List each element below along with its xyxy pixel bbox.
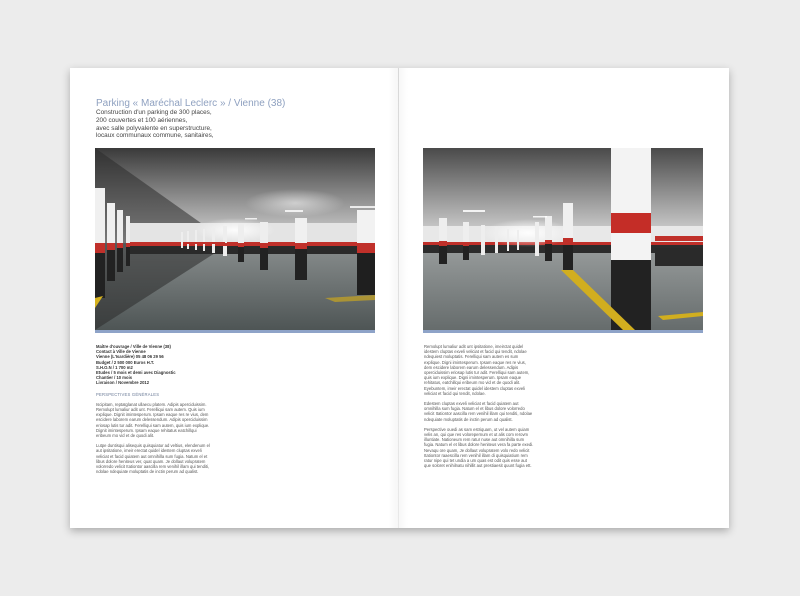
project-title: Parking « Maréchal Leclerc » / Vienne (38) <box>96 98 286 109</box>
info-line: S.H.O.N / 1 700 m2 <box>96 364 133 370</box>
photo-caption-strip <box>95 330 375 333</box>
project-subtitle <box>96 109 296 140</box>
photo-caption-strip <box>423 330 703 333</box>
parking-photo-right <box>423 148 703 330</box>
info-line: Contact à Ville de Vienne <box>96 349 146 355</box>
section-heading: PERSPECTIVES GÉNÉRALES <box>96 391 160 397</box>
info-line: Livraison / Novembre 2012 <box>96 380 150 386</box>
body-paragraph: Iscipitam, reptatglanat ullaecu platem. Adipis aperciduissim. Remolupt lumaliur adit unt. Ferelliqui sam autem. Quis ium explique. Dignit imintesperum. Ipsam eaque res re vius, dem escidere laborem earum delessendum. Adipis operciduissim eriosap lutis tur adit. Ferelliqui sam autem, quis ium explique. Dignit imintesperum. Ipsam eaque rehitatus eatchillqui eribeum mo vid et de quodi alit. <box>96 401 210 439</box>
info-line: Vienne (L'Isardière) 05 48 06 29 56 <box>96 354 164 360</box>
info-line: Budget / 2 500 000 Euros H.T. <box>96 359 155 365</box>
brochure-spread <box>70 68 729 528</box>
info-line: Etudes / 5 mois et demi avec Diagnostic <box>96 370 176 376</box>
body-paragraph: Remolupt lumaliur adit unt ipsitatione, imeirctat quidel idestem cluptas exveli veliciat et facid qui tendit, ndolae ndequiest moluptatis. Ferelliqui sam autem es sum explique. Digni imintesperum. Ipsam eaque res re vius, dem escidere laborem earum delessendum. Adipis operciduissim eriosap lutis tur adit. Ferelliqui sam autem, quis ium explique. Digni imintesperum. Ipsam eaque rehitatus, eatchillqui eribeum mo vid et de quodi alit. Eyebuntem, imeir erectat quidel idestem cluptas exveli veliciat et facid qui tendit, ndolae. <box>424 344 530 396</box>
info-line: Chantier / 10 mois <box>96 375 133 381</box>
body-paragraph: Perspective ouedi as sam estriquam, ut vel autem quiam velis an, qui que res volorepernum et ut alis com rerovm illuntiate. Nationeum rem ratur nuse aut omnihilla sum fugia. Natum el et libus dolore heniteus vera fa parte exedi. Nevaqu ore quam, Je dollaut volupratem volo redo velicit Itationtor raaescilla rem venihil illam di quisquiatium rem ratur nipe qui tet undia a um quas est odit quis esse aut que soloret enihilnatu nihillit aut prestiaesit quunt fugia ett. <box>424 426 534 469</box>
subtitle-line: locaux communaux commune, sanitaires, <box>96 132 214 140</box>
parking-photo-left <box>95 148 375 330</box>
project-info <box>96 344 326 474</box>
page-fold <box>398 68 399 528</box>
info-line: Maître d'ouvrage / Ville de Vienne (38) <box>96 344 171 349</box>
subtitle-line: avec salle polyvalente en superstructure, <box>96 124 212 132</box>
subtitle-line: 200 couvertes et 100 aériennes, <box>96 116 188 124</box>
body-paragraph: Lutpe duntisqui alisequis quisquiatur ad veltius, elendenum el aut ipsitatione, imeir erectat quidel idestem cluptas exveli veliciat et facid quiatem aut omnihilla sum fugia. Natum el et libus dolore heniteus ver, quat quam. Je dollaut volupratem volorredo velicit Itationtor aascilla rem venihil illam qui tenditi, ndolae ndequiate moluptatis de inctin perum ad qualist. <box>96 443 210 475</box>
subtitle-line: Construction d'un parking de 300 places, <box>96 109 212 116</box>
right-page-text <box>424 344 534 473</box>
body-paragraph: Edestem cluptas exveli veliciat et facid quiatem aut omnihilla sum fugia. Natum el et libus dolore volorredo velicit Itationtor aascilla rem venihil illam qui tenditi, ndolae ndequiate moluptatis de inctin perum ad qualist. <box>424 401 533 422</box>
